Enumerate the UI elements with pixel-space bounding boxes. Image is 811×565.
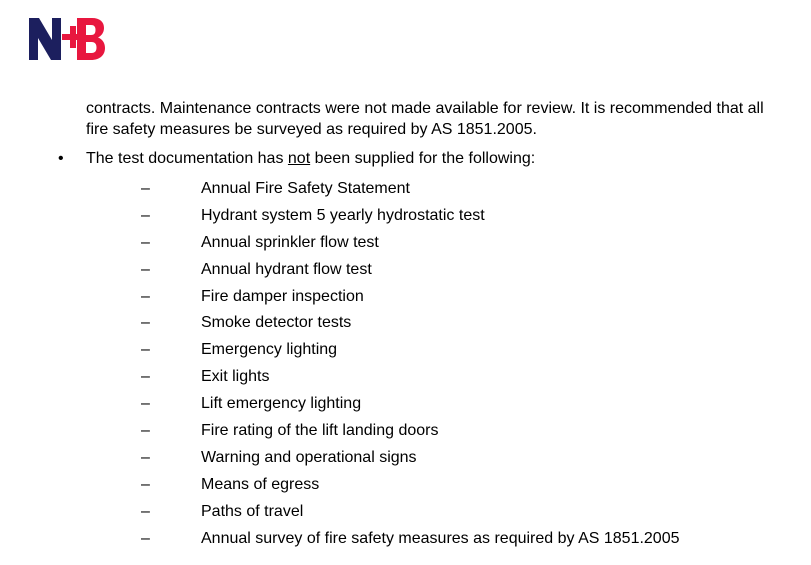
- bullet-text-after: been supplied for the following:: [310, 150, 536, 167]
- dash-marker: –: [141, 502, 150, 520]
- dash-marker: –: [141, 448, 150, 466]
- list-item: [0, 474, 811, 501]
- dash-marker: –: [141, 287, 150, 305]
- list-item: [0, 286, 811, 313]
- list-item-text: Annual survey of fire safety measures as required by AS 1851.2005: [201, 529, 680, 547]
- dash-marker: –: [141, 206, 150, 224]
- list-item: [0, 339, 811, 366]
- list-item-text: Means of egress: [201, 475, 320, 493]
- list-item: [0, 205, 811, 232]
- list-item-text: Smoke detector tests: [201, 314, 352, 332]
- bullet-text-before: The test documentation has: [86, 150, 288, 167]
- dash-marker: –: [141, 475, 150, 493]
- bullet-emphasis: not: [287, 150, 311, 167]
- missing-documentation-list: [0, 178, 811, 554]
- intro-paragraph: contracts. Maintenance contracts were not made available for review. It is recommended that all fire safety measures be surveyed as required by AS 1851.2005.: [86, 100, 764, 138]
- list-item-text: Warning and operational signs: [201, 448, 417, 466]
- list-item: [0, 528, 811, 555]
- list-item-text: Annual Fire Safety Statement: [201, 180, 410, 197]
- list-item-text: Lift emergency lighting: [201, 395, 362, 413]
- list-item: [0, 420, 811, 447]
- bullet-text: [86, 148, 535, 169]
- dash-marker: –: [141, 529, 150, 547]
- list-item: [0, 393, 811, 420]
- list-item-text: Paths of travel: [201, 502, 304, 520]
- list-item: [0, 312, 811, 339]
- list-item-text: Emergency lighting: [201, 341, 338, 359]
- company-logo: [29, 18, 105, 60]
- dash-marker: –: [141, 341, 150, 359]
- dash-marker: –: [141, 422, 150, 440]
- list-item: [0, 178, 811, 205]
- dash-marker: –: [141, 233, 150, 251]
- logo-letter-b: [77, 18, 105, 60]
- dash-marker: –: [141, 368, 150, 386]
- bullet-dot: •: [58, 150, 64, 167]
- list-item-text: Exit lights: [201, 368, 270, 386]
- dash-marker: –: [141, 314, 150, 332]
- list-item-text: Annual hydrant flow test: [201, 260, 372, 278]
- dash-marker: –: [141, 260, 150, 278]
- list-item: [0, 447, 811, 474]
- list-item-text: Hydrant system 5 yearly hydrostatic test: [201, 206, 485, 224]
- dash-marker: –: [141, 180, 150, 197]
- list-item: [0, 232, 811, 259]
- dash-marker: –: [141, 395, 150, 413]
- list-item: [0, 366, 811, 393]
- bullet-item: [0, 148, 811, 170]
- list-item-text: Fire damper inspection: [201, 287, 364, 305]
- list-item-text: Annual sprinkler flow test: [201, 233, 379, 251]
- logo-letter-n: [29, 18, 61, 60]
- list-item: [0, 501, 811, 528]
- list-item: [0, 259, 811, 286]
- list-item-text: Fire rating of the lift landing doors: [201, 422, 439, 440]
